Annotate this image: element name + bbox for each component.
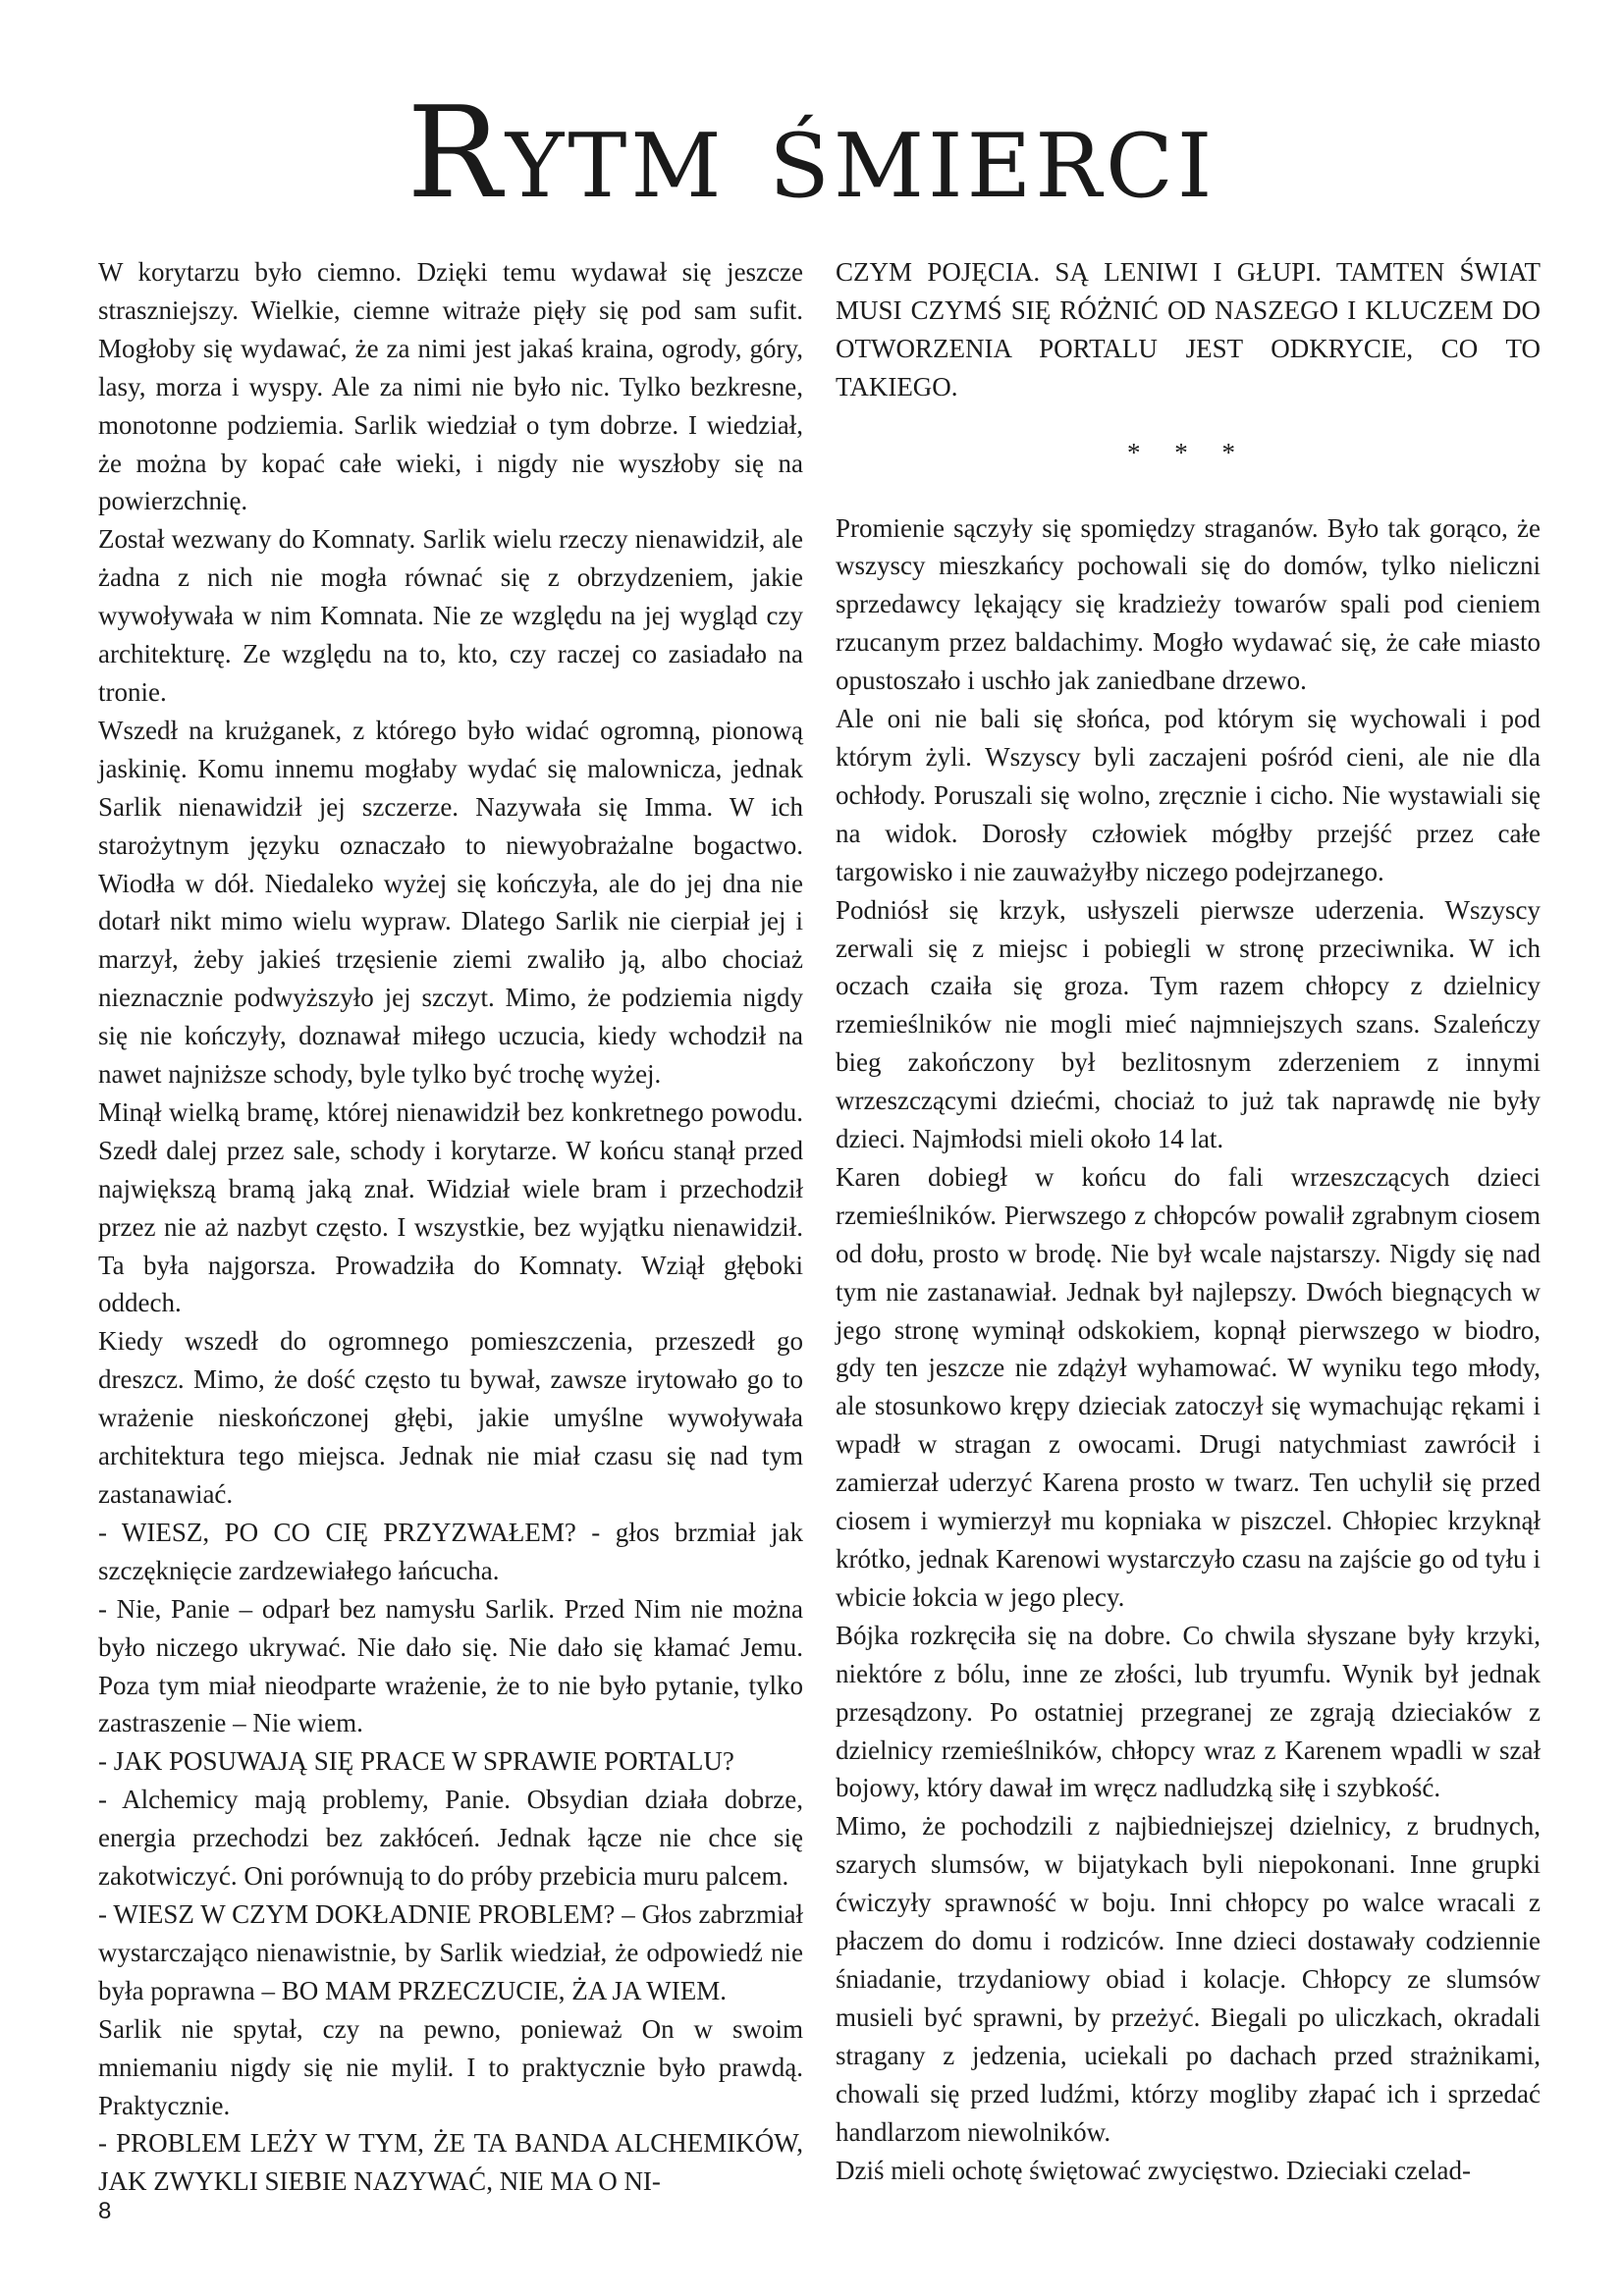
paragraph: Wszedł na krużganek, z którego było widać ogromną, pionową jaskinię. Komu innemu mogłaby wydać się malownicza, jednak Sarlik nienawidził jej szczerze. Nazywała się Imma. W ich starożytnym języku oznaczało to niewyobrażalne bogactwo. Wiodła w dół. Niedaleko wyżej się kończyła, ale do jej dna nie dotarł nikt mimo wielu wypraw. Dlatego Sarlik nie cierpiał jej i marzył, żeby jakieś trzęsienie ziemi zwaliło ją, albo chociaż nieznacznie podwyższyło jej szczyt. Mimo, że podziemia nigdy się nie kończyły, doznawał miłego uczucia, kiedy wchodził na nawet najniższe schody, byle tylko być trochę wyżej. [98,715,803,1090]
paragraph: Podniósł się krzyk, usłyszeli pierwsze uderzenia. Wszyscy zerwali się z miejsc i pobiegli w stronę przeciwnika. W ich oczach czaiła się groza. Tym razem chłopcy z dzielnicy rzemieślników nie mogli mieć najmniejszych szans. Szaleńczy bieg zakończony był bezlitosnym zderzeniem z innymi wrzeszczącymi dziećmi, chociaż to już tak naprawdę nie były dzieci. Najmłodsi mieli około 14 lat. [836,894,1541,1154]
paragraph: - Nie, Panie – odparł bez namysłu Sarlik. Przed Nim nie można było niczego ukrywać. Nie dało się. Nie dało się kłamać Jemu. Poza tym miał nieodparte wrażenie, że to nie było pytanie, tylko zastraszenie – Nie wiem. [98,1593,803,1738]
paragraph: Ale oni nie bali się słońca, pod którym się wychowali i pod którym żyli. Wszyscy byli zaczajeni pośród cieni, ale nie dla ochłody. Poruszali się wolno, zręcznie i cicho. Nie wystawiali się na widok. Dorosły człowiek mógłby przejść przez całe targowisko i nie zauważyłby niczego podejrzanego. [836,704,1541,886]
right-column [836,253,1541,2189]
paragraph: Promienie sączyły się spomiędzy straganów. Było tak gorąco, że wszyscy mieszkańcy pochowali się do domów, tylko nieliczni sprzedawcy lękający się kradzieży towarów spali pod cieniem rzucanym przez baldachimy. Mogło wydawać się, że całe miasto opustoszało i uschło jak zaniedbane drzewo. [836,512,1541,696]
paragraph: - PROBLEM LEŻY W TYM, ŻE TA BANDA ALCHEMIKÓW, JAK ZWYKLI SIEBIE NAZYWAĆ, NIE MA O NI- [98,2128,803,2197]
page-number: 8 [98,2198,112,2224]
left-column [98,253,803,2201]
paragraph: W korytarzu było ciemno. Dzięki temu wydawał się jeszcze straszniejszy. Wielkie, ciemne witraże pięły się pod sam sufit. Mogłoby się wydawać, że za nimi jest jakaś kraina, ogrody, góry, lasy, morza i wyspy. Ale za nimi nie było nic. Tylko bezkresne, monotonne podziemia. Sarlik wiedział o tym dobrze. I wiedział, że można by kopać całe wieki, i nigdy nie wyszłoby się na powierzchnię. [98,257,803,516]
paragraph: Mimo, że pochodzili z najbiedniejszej dzielnicy, z brudnych, szarych slumsów, w bijatykach byli niepokonani. Inne grupki ćwiczyły sprawność w boju. Inni chłopcy po walce wracali z płaczem do domu i rodziców. Inne dzieci dostawały codziennie śniadanie, trzydaniowy obiad i kolacje. Chłopcy ze slumsów musieli być sprawni, by przeżyć. Biegali po uliczkach, okradali stragany z jedzenia, uciekali po dachach przed strażnikami, chowali się przed ludźmi, którzy mogliby złapać ich i sprzedać handlarzom niewolników. [836,1811,1541,2147]
paragraph: - JAK POSUWAJĄ SIĘ PRACE W SPRAWIE PORTALU? [98,1746,734,1777]
paragraph: Sarlik nie spytał, czy na pewno, ponieważ On w swoim mniemaniu nigdy się nie mylił. I to praktycznie było prawdą. Praktycznie. [98,2013,803,2120]
paragraph: CZYM POJĘCIA. SĄ LENIWI I GŁUPI. TAMTEN ŚWIAT MUSI CZYMŚ SIĘ RÓŻNIĆ OD NASZEGO I KLUCZEM DO OTWORZENIA PORTALU JEST ODKRYCIE, CO TO TAKIEGO. [836,257,1541,401]
page-title: Rytm śmierci [406,80,1217,227]
paragraph: Został wezwany do Komnaty. Sarlik wielu rzeczy nienawidził, ale żadna z nich nie mogła równać się z obrzydzeniem, jakie wywoływała w nim Komnata. Nie ze względu na jej wygląd czy architekturę. Ze względu na to, kto, czy raczej co zasiadało na tronie. [98,524,803,707]
section-separator: * * * [1127,437,1249,467]
paragraph: Karen dobiegł w końcu do fali wrzeszczących dzieci rzemieślników. Pierwszego z chłopców powalił zgrabnym ciosem od dołu, prosto w brodę. Nie był wcale najstarszy. Nigdy się nad tym nie zastanawiał. Jednak był najlepszy. Dwóch biegnących w jego stronę wyminął odskokiem, kopnął pierwszego w biodro, gdy ten jeszcze nie zdążył wyhamować. W wyniku tego młody, ale stosunkowo krępy dzieciak zatoczył się wymachując rękami i wpadł w stragan z owocami. Drugi natychmiast zawrócił i zamierzał uderzyć Karena prosto w twarz. Ten uchylił się przed ciosem i wymierzył mu kopniaka w piszczel. Chłopiec krzyknął krótko, jednak Karenowi wystarczyło czasu na zajście go od tyłu i wbicie łokcia w jego plecy. [836,1161,1541,1612]
paragraph: - WIESZ, PO CO CIĘ PRZYZWAŁEM? - głos brzmiał jak szczęknięcie zardzewiałego łańcucha. [98,1517,803,1585]
paragraph: - Alchemicy mają problemy, Panie. Obsydian działa dobrze, energia przechodzi bez zakłóceń. Jednak łącze nie chce się zakotwiczyć. Oni porównują to do próby przebicia muru palcem. [98,1785,803,1892]
paragraph: - WIESZ W CZYM DOKŁADNIE PROBLEM? – Głos zabrzmiał wystarczająco nienawistnie, by Sarlik wiedział, że odpowiedź nie była poprawna – BO MAM PRZECZUCIE, ŻA JA WIEM. [98,1898,803,2005]
paragraph: Kiedy wszedł do ogromnego pomieszczenia, przeszedł go dreszcz. Mimo, że dość często tu bywał, zawsze irytowało go to wrażenie nieskończonej głębi, jakie umyślne wywoływała architektura tego miejsca. Jednak nie miał czasu się nad tym zastanawiać. [98,1326,803,1509]
paragraph: Bójka rozkręciła się na dobre. Co chwila słyszane były krzyki, niektóre z bólu, inne ze złości, lub tryumfu. Wynik był jednak przesądzony. Po ostatniej przegranej ze zgrają dzieciaków z dzielnicy rzemieślników, chłopcy wraz z Karenem wpadli w szał bojowy, który dawał im wręcz nadludzką siłę i szybkość. [836,1620,1541,1803]
paragraph: Dziś mieli ochotę świętować zwycięstwo. Dzieciaki czelad- [836,2155,1471,2185]
paragraph: Minął wielką bramę, której nienawidził bez konkretnego powodu. Szedł dalej przez sale, schody i korytarze. W końcu stanął przed największą bramą jaką znał. Widział wiele bram i przechodził przez nie aż nazbyt często. I wszystkie, bez wyjątku nienawidził. Ta była najgorsza. Prowadziła do Komnaty. Wziął głęboki oddech. [98,1096,803,1318]
